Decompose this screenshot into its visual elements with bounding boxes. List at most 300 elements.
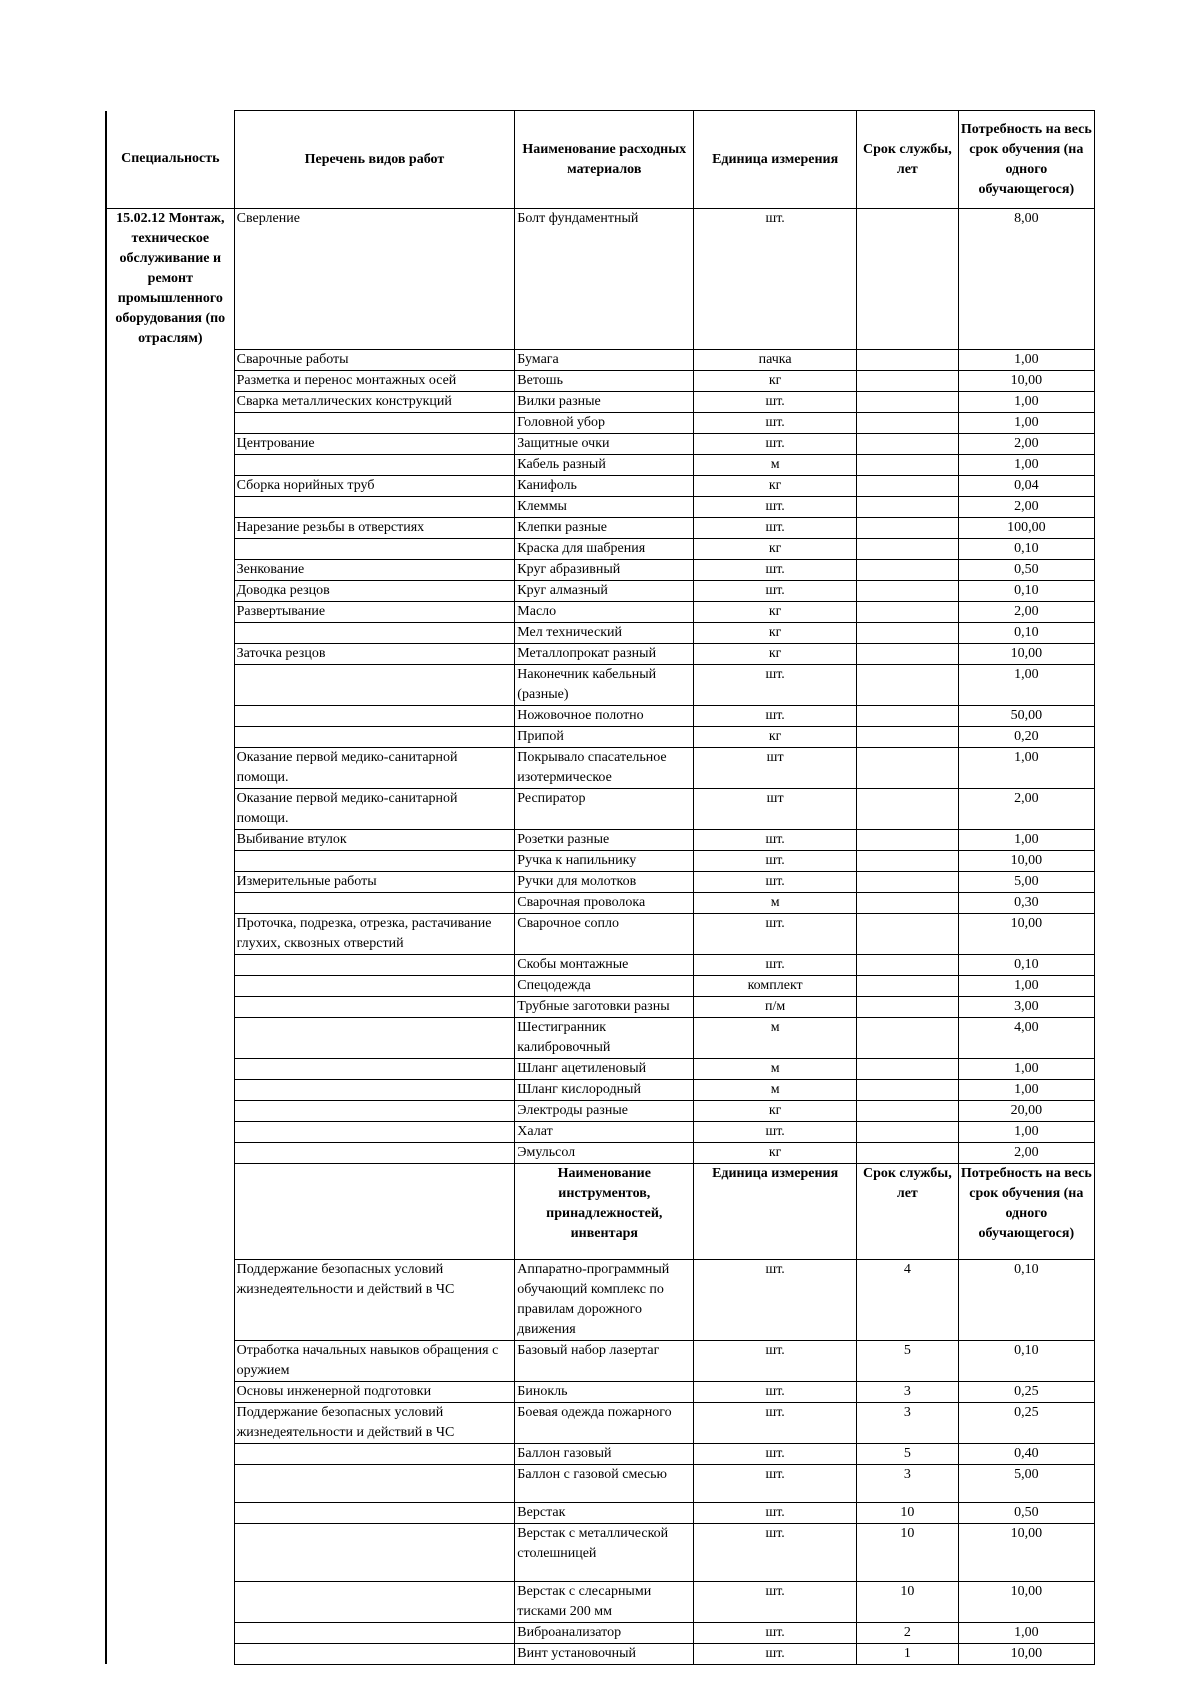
item-name-cell: Шланг кислородный bbox=[515, 1079, 694, 1100]
life-cell bbox=[856, 954, 958, 975]
need-cell: 100,00 bbox=[958, 517, 1094, 538]
need-cell: 1,00 bbox=[958, 747, 1094, 788]
item-name-cell: Болт фундаментный bbox=[515, 209, 694, 350]
specialty-cell bbox=[106, 391, 234, 412]
item-name-cell: Верстак bbox=[515, 1502, 694, 1523]
specialty-name: 15.02.12 Монтаж, техническое обслуживание и ремонт промышленного оборудования (по отраслям) bbox=[106, 209, 234, 350]
unit-cell: кг bbox=[694, 622, 857, 643]
life-cell bbox=[856, 1058, 958, 1079]
need-cell: 2,00 bbox=[958, 1142, 1094, 1163]
material-row bbox=[106, 454, 1095, 475]
item-name-cell: Наконечник кабельный (разные) bbox=[515, 664, 694, 705]
material-row bbox=[106, 747, 1095, 788]
need-cell: 0,10 bbox=[958, 954, 1094, 975]
life-cell: 5 bbox=[856, 1443, 958, 1464]
item-name-cell: Эмульсол bbox=[515, 1142, 694, 1163]
work-type-cell bbox=[234, 1079, 515, 1100]
item-name-cell: Баллон с газовой смесью bbox=[515, 1464, 694, 1502]
material-row bbox=[106, 433, 1095, 454]
life-cell bbox=[856, 829, 958, 850]
material-row bbox=[106, 412, 1095, 433]
material-row bbox=[106, 1100, 1095, 1121]
work-type-cell bbox=[234, 622, 515, 643]
need-cell: 1,00 bbox=[958, 975, 1094, 996]
need-cell: 0,10 bbox=[958, 1259, 1094, 1340]
material-row bbox=[106, 1121, 1095, 1142]
unit-cell: шт. bbox=[694, 1381, 857, 1402]
need-cell: 2,00 bbox=[958, 601, 1094, 622]
need-cell: 10,00 bbox=[958, 913, 1094, 954]
unit-cell: шт. bbox=[694, 1523, 857, 1581]
life-cell bbox=[856, 538, 958, 559]
tool-row bbox=[106, 1643, 1095, 1664]
need-cell: 5,00 bbox=[958, 1464, 1094, 1502]
item-name-cell: Базовый набор лазертаг bbox=[515, 1340, 694, 1381]
work-type-cell bbox=[234, 996, 515, 1017]
life-cell bbox=[856, 1100, 958, 1121]
header-specialty: Специальность bbox=[106, 111, 234, 209]
life-cell: 3 bbox=[856, 1464, 958, 1502]
specialty-cell bbox=[106, 1142, 234, 1163]
tool-row bbox=[106, 1340, 1095, 1381]
work-type-cell: Оказание первой медико-санитарной помощи. bbox=[234, 747, 515, 788]
need-cell: 1,00 bbox=[958, 349, 1094, 370]
unit-cell: кг bbox=[694, 1100, 857, 1121]
material-row bbox=[106, 643, 1095, 664]
work-type-cell bbox=[234, 454, 515, 475]
work-type-cell bbox=[234, 1017, 515, 1058]
need-cell: 2,00 bbox=[958, 433, 1094, 454]
specialty-cell bbox=[106, 1402, 234, 1443]
item-name-cell: Круг абразивный bbox=[515, 559, 694, 580]
specialty-cell bbox=[106, 1259, 234, 1340]
material-row bbox=[106, 1017, 1095, 1058]
specialty-cell bbox=[106, 1643, 234, 1664]
need-cell: 2,00 bbox=[958, 788, 1094, 829]
item-name-cell: Халат bbox=[515, 1121, 694, 1142]
work-type-cell: Измерительные работы bbox=[234, 871, 515, 892]
tool-row bbox=[106, 1381, 1095, 1402]
item-name-cell: Ветошь bbox=[515, 370, 694, 391]
header-materials: Наименование расходных материалов bbox=[515, 111, 694, 209]
specialty-cell bbox=[106, 622, 234, 643]
specialty-cell bbox=[106, 1121, 234, 1142]
need-cell: 0,25 bbox=[958, 1381, 1094, 1402]
tool-row bbox=[106, 1581, 1095, 1622]
material-row bbox=[106, 601, 1095, 622]
specialty-cell bbox=[106, 1502, 234, 1523]
tool-row bbox=[106, 1259, 1095, 1340]
item-name-cell: Шестигранник калибровочный bbox=[515, 1017, 694, 1058]
work-type-cell: Оказание первой медико-санитарной помощи. bbox=[234, 788, 515, 829]
work-type-cell: Доводка резцов bbox=[234, 580, 515, 601]
item-name-cell: Клеммы bbox=[515, 496, 694, 517]
material-row bbox=[106, 622, 1095, 643]
life-cell bbox=[856, 726, 958, 747]
tool-row bbox=[106, 1402, 1095, 1443]
material-row bbox=[106, 370, 1095, 391]
item-name-cell: Ручки для молотков bbox=[515, 871, 694, 892]
work-type-cell: Основы инженерной подготовки bbox=[234, 1381, 515, 1402]
specialty-cell bbox=[106, 601, 234, 622]
life-cell bbox=[856, 1142, 958, 1163]
work-type-cell: Сварочные работы bbox=[234, 349, 515, 370]
item-name-cell: Респиратор bbox=[515, 788, 694, 829]
work-type-cell bbox=[234, 1121, 515, 1142]
work-type-cell bbox=[234, 538, 515, 559]
item-name-cell: Канифоль bbox=[515, 475, 694, 496]
item-name-cell: Баллон газовый bbox=[515, 1443, 694, 1464]
work-type-cell bbox=[234, 1142, 515, 1163]
unit-cell: шт. bbox=[694, 580, 857, 601]
work-type-cell bbox=[234, 975, 515, 996]
specialty-cell bbox=[106, 850, 234, 871]
life-cell bbox=[856, 975, 958, 996]
work-type-cell bbox=[234, 954, 515, 975]
unit-cell: шт. bbox=[694, 1464, 857, 1502]
unit-cell: шт. bbox=[694, 1402, 857, 1443]
work-type-cell: Сборка норийных труб bbox=[234, 475, 515, 496]
work-type-cell: Сверление bbox=[234, 209, 515, 350]
item-name-cell: Бумага bbox=[515, 349, 694, 370]
specialty-cell bbox=[106, 892, 234, 913]
life-cell bbox=[856, 412, 958, 433]
life-cell bbox=[856, 850, 958, 871]
item-name-cell: Мел технический bbox=[515, 622, 694, 643]
specialty-cell bbox=[106, 664, 234, 705]
need-cell: 10,00 bbox=[958, 1643, 1094, 1664]
unit-cell: шт. bbox=[694, 1581, 857, 1622]
unit-cell: шт. bbox=[694, 559, 857, 580]
life-cell bbox=[856, 209, 958, 350]
life-cell: 10 bbox=[856, 1523, 958, 1581]
item-name-cell: Круг алмазный bbox=[515, 580, 694, 601]
unit-cell: шт. bbox=[694, 1259, 857, 1340]
specialty-cell bbox=[106, 747, 234, 788]
material-row bbox=[106, 954, 1095, 975]
need-cell: 8,00 bbox=[958, 209, 1094, 350]
work-type-cell: Отработка начальных навыков обращения с оружием bbox=[234, 1340, 515, 1381]
item-name-cell: Розетки разные bbox=[515, 829, 694, 850]
header-works: Перечень видов работ bbox=[234, 111, 515, 209]
life-cell bbox=[856, 433, 958, 454]
subheader-name: Наименование инструментов, принадлежностей, инвентаря bbox=[515, 1163, 694, 1259]
need-cell: 1,00 bbox=[958, 1622, 1094, 1643]
specialty-cell bbox=[106, 1464, 234, 1502]
need-cell: 10,00 bbox=[958, 1581, 1094, 1622]
work-type-cell: Нарезание резьбы в отверстиях bbox=[234, 517, 515, 538]
need-cell: 1,00 bbox=[958, 1079, 1094, 1100]
work-type-cell bbox=[234, 1581, 515, 1622]
need-cell: 10,00 bbox=[958, 1523, 1094, 1581]
header-row bbox=[106, 111, 1095, 209]
work-type-cell: Поддержание безопасных условий жизнедеятельности и действий в ЧС bbox=[234, 1402, 515, 1443]
unit-cell: шт. bbox=[694, 496, 857, 517]
work-type-cell: Разметка и перенос монтажных осей bbox=[234, 370, 515, 391]
need-cell: 0,50 bbox=[958, 559, 1094, 580]
need-cell: 50,00 bbox=[958, 705, 1094, 726]
material-row bbox=[106, 726, 1095, 747]
specialty-cell bbox=[106, 412, 234, 433]
work-type-cell: Развертывание bbox=[234, 601, 515, 622]
unit-cell: кг bbox=[694, 475, 857, 496]
need-cell: 0,50 bbox=[958, 1502, 1094, 1523]
unit-cell: шт. bbox=[694, 913, 857, 954]
need-cell: 20,00 bbox=[958, 1100, 1094, 1121]
need-cell: 10,00 bbox=[958, 850, 1094, 871]
work-type-cell bbox=[234, 1643, 515, 1664]
life-cell: 5 bbox=[856, 1340, 958, 1381]
work-type-cell bbox=[234, 1443, 515, 1464]
life-cell bbox=[856, 517, 958, 538]
need-cell: 0,04 bbox=[958, 475, 1094, 496]
life-cell bbox=[856, 871, 958, 892]
unit-cell: шт. bbox=[694, 664, 857, 705]
work-type-cell: Поддержание безопасных условий жизнедеятельности и действий в ЧС bbox=[234, 1259, 515, 1340]
need-cell: 4,00 bbox=[958, 1017, 1094, 1058]
specialty-cell bbox=[106, 954, 234, 975]
need-cell: 0,10 bbox=[958, 538, 1094, 559]
unit-cell: шт. bbox=[694, 850, 857, 871]
need-cell: 1,00 bbox=[958, 391, 1094, 412]
material-row bbox=[106, 664, 1095, 705]
material-row bbox=[106, 1142, 1095, 1163]
equipment-table bbox=[105, 110, 1095, 1665]
life-cell bbox=[856, 892, 958, 913]
material-row bbox=[106, 788, 1095, 829]
item-name-cell: Ручка к напильнику bbox=[515, 850, 694, 871]
unit-cell: м bbox=[694, 1017, 857, 1058]
work-type-cell bbox=[234, 1622, 515, 1643]
item-name-cell: Шланг ацетиленовый bbox=[515, 1058, 694, 1079]
life-cell bbox=[856, 747, 958, 788]
work-type-cell bbox=[234, 726, 515, 747]
need-cell: 0,10 bbox=[958, 622, 1094, 643]
specialty-cell bbox=[106, 559, 234, 580]
item-name-cell: Сварочное сопло bbox=[515, 913, 694, 954]
item-name-cell: Боевая одежда пожарного bbox=[515, 1402, 694, 1443]
work-type-cell: Заточка резцов bbox=[234, 643, 515, 664]
tool-row bbox=[106, 1622, 1095, 1643]
unit-cell: шт. bbox=[694, 705, 857, 726]
item-name-cell: Металлопрокат разный bbox=[515, 643, 694, 664]
need-cell: 1,00 bbox=[958, 412, 1094, 433]
need-cell: 5,00 bbox=[958, 871, 1094, 892]
unit-cell: м bbox=[694, 1079, 857, 1100]
work-type-cell bbox=[234, 850, 515, 871]
need-cell: 0,40 bbox=[958, 1443, 1094, 1464]
material-row bbox=[106, 705, 1095, 726]
item-name-cell: Верстак с слесарными тисками 200 мм bbox=[515, 1581, 694, 1622]
header-unit: Единица измерения bbox=[694, 111, 857, 209]
item-name-cell: Спецодежда bbox=[515, 975, 694, 996]
material-row bbox=[106, 996, 1095, 1017]
unit-cell: шт. bbox=[694, 1502, 857, 1523]
specialty-cell bbox=[106, 1381, 234, 1402]
life-cell: 4 bbox=[856, 1259, 958, 1340]
specialty-cell bbox=[106, 705, 234, 726]
material-row bbox=[106, 517, 1095, 538]
work-type-cell bbox=[234, 1502, 515, 1523]
unit-cell: шт. bbox=[694, 871, 857, 892]
specialty-cell bbox=[106, 454, 234, 475]
item-name-cell: Ножовочное полотно bbox=[515, 705, 694, 726]
material-row bbox=[106, 496, 1095, 517]
life-cell: 1 bbox=[856, 1643, 958, 1664]
specialty-cell bbox=[106, 643, 234, 664]
unit-cell: шт. bbox=[694, 829, 857, 850]
life-cell bbox=[856, 622, 958, 643]
life-cell bbox=[856, 475, 958, 496]
life-cell: 10 bbox=[856, 1502, 958, 1523]
unit-cell: кг bbox=[694, 601, 857, 622]
need-cell: 1,00 bbox=[958, 829, 1094, 850]
item-name-cell: Бинокль bbox=[515, 1381, 694, 1402]
tools-subheader-row bbox=[106, 1163, 1095, 1259]
item-name-cell: Виброанализатор bbox=[515, 1622, 694, 1643]
life-cell bbox=[856, 1079, 958, 1100]
specialty-cell bbox=[106, 538, 234, 559]
specialty-cell bbox=[106, 433, 234, 454]
work-type-cell bbox=[234, 705, 515, 726]
specialty-cell bbox=[106, 1340, 234, 1381]
item-name-cell: Краска для шабрения bbox=[515, 538, 694, 559]
need-cell: 2,00 bbox=[958, 496, 1094, 517]
work-type-cell bbox=[234, 1100, 515, 1121]
item-name-cell: Верстак с металлической столешницей bbox=[515, 1523, 694, 1581]
item-name-cell: Электроды разные bbox=[515, 1100, 694, 1121]
life-cell bbox=[856, 559, 958, 580]
life-cell bbox=[856, 370, 958, 391]
item-name-cell: Защитные очки bbox=[515, 433, 694, 454]
need-cell: 1,00 bbox=[958, 454, 1094, 475]
unit-cell: шт. bbox=[694, 1443, 857, 1464]
specialty-cell bbox=[106, 580, 234, 601]
unit-cell: шт. bbox=[694, 433, 857, 454]
tool-row bbox=[106, 1523, 1095, 1581]
unit-cell: пачка bbox=[694, 349, 857, 370]
material-row bbox=[106, 850, 1095, 871]
material-row bbox=[106, 580, 1095, 601]
life-cell bbox=[856, 996, 958, 1017]
need-cell: 1,00 bbox=[958, 1121, 1094, 1142]
unit-cell: кг bbox=[694, 1142, 857, 1163]
life-cell: 3 bbox=[856, 1402, 958, 1443]
material-row bbox=[106, 892, 1095, 913]
life-cell bbox=[856, 643, 958, 664]
specialty-cell bbox=[106, 975, 234, 996]
life-cell bbox=[856, 496, 958, 517]
need-cell: 3,00 bbox=[958, 996, 1094, 1017]
unit-cell: шт. bbox=[694, 1643, 857, 1664]
specialty-cell bbox=[106, 1443, 234, 1464]
work-type-cell bbox=[234, 1464, 515, 1502]
unit-cell: шт bbox=[694, 747, 857, 788]
life-cell bbox=[856, 349, 958, 370]
life-cell bbox=[856, 788, 958, 829]
life-cell bbox=[856, 1121, 958, 1142]
tool-row bbox=[106, 1443, 1095, 1464]
need-cell: 10,00 bbox=[958, 643, 1094, 664]
specialty-cell bbox=[106, 1079, 234, 1100]
specialty-cell bbox=[106, 517, 234, 538]
material-row bbox=[106, 1079, 1095, 1100]
need-cell: 0,30 bbox=[958, 892, 1094, 913]
work-type-cell bbox=[234, 412, 515, 433]
material-row bbox=[106, 559, 1095, 580]
unit-cell: м bbox=[694, 454, 857, 475]
material-row bbox=[106, 475, 1095, 496]
work-type-cell bbox=[234, 496, 515, 517]
tool-row bbox=[106, 1464, 1095, 1502]
unit-cell: м bbox=[694, 892, 857, 913]
work-type-cell: Проточка, подрезка, отрезка, растачивание глухих, сквозных отверстий bbox=[234, 913, 515, 954]
item-name-cell: Вилки разные bbox=[515, 391, 694, 412]
item-name-cell: Масло bbox=[515, 601, 694, 622]
need-cell: 1,00 bbox=[958, 1058, 1094, 1079]
material-row bbox=[106, 975, 1095, 996]
specialty-cell bbox=[106, 1163, 234, 1259]
unit-cell: комплект bbox=[694, 975, 857, 996]
header-need: Потребность на весь срок обучения (на одного обучающегося) bbox=[958, 111, 1094, 209]
need-cell: 0,25 bbox=[958, 1402, 1094, 1443]
specialty-cell bbox=[106, 1581, 234, 1622]
work-type-cell: Центрование bbox=[234, 433, 515, 454]
unit-cell: кг bbox=[694, 370, 857, 391]
unit-cell: шт. bbox=[694, 391, 857, 412]
life-cell bbox=[856, 913, 958, 954]
specialty-cell bbox=[106, 913, 234, 954]
work-type-cell bbox=[234, 1058, 515, 1079]
work-type-cell bbox=[234, 664, 515, 705]
life-cell: 3 bbox=[856, 1381, 958, 1402]
item-name-cell: Скобы монтажные bbox=[515, 954, 694, 975]
material-row bbox=[106, 1058, 1095, 1079]
item-name-cell: Винт установочный bbox=[515, 1643, 694, 1664]
material-row bbox=[106, 209, 1095, 350]
work-type-cell bbox=[234, 1163, 515, 1259]
unit-cell: шт. bbox=[694, 1340, 857, 1381]
unit-cell: шт. bbox=[694, 1121, 857, 1142]
item-name-cell: Аппаратно-программный обучающий комплекс по правилам дорожного движения bbox=[515, 1259, 694, 1340]
item-name-cell: Покрывало спасательное изотермическое bbox=[515, 747, 694, 788]
life-cell: 2 bbox=[856, 1622, 958, 1643]
work-type-cell: Зенкование bbox=[234, 559, 515, 580]
unit-cell: шт. bbox=[694, 517, 857, 538]
item-name-cell: Сварочная проволока bbox=[515, 892, 694, 913]
subheader-need: Потребность на весь срок обучения (на одного обучающегося) bbox=[958, 1163, 1094, 1259]
specialty-cell bbox=[106, 829, 234, 850]
life-cell bbox=[856, 1017, 958, 1058]
unit-cell: шт bbox=[694, 788, 857, 829]
life-cell bbox=[856, 601, 958, 622]
subheader-life: Срок службы, лет bbox=[856, 1163, 958, 1259]
unit-cell: шт. bbox=[694, 1622, 857, 1643]
specialty-cell bbox=[106, 1523, 234, 1581]
material-row bbox=[106, 349, 1095, 370]
unit-cell: п/м bbox=[694, 996, 857, 1017]
specialty-cell bbox=[106, 1017, 234, 1058]
unit-cell: шт. bbox=[694, 954, 857, 975]
need-cell: 0,20 bbox=[958, 726, 1094, 747]
unit-cell: кг bbox=[694, 643, 857, 664]
life-cell bbox=[856, 391, 958, 412]
need-cell: 0,10 bbox=[958, 580, 1094, 601]
specialty-cell bbox=[106, 1622, 234, 1643]
need-cell: 1,00 bbox=[958, 664, 1094, 705]
work-type-cell: Выбивание втулок bbox=[234, 829, 515, 850]
life-cell bbox=[856, 705, 958, 726]
